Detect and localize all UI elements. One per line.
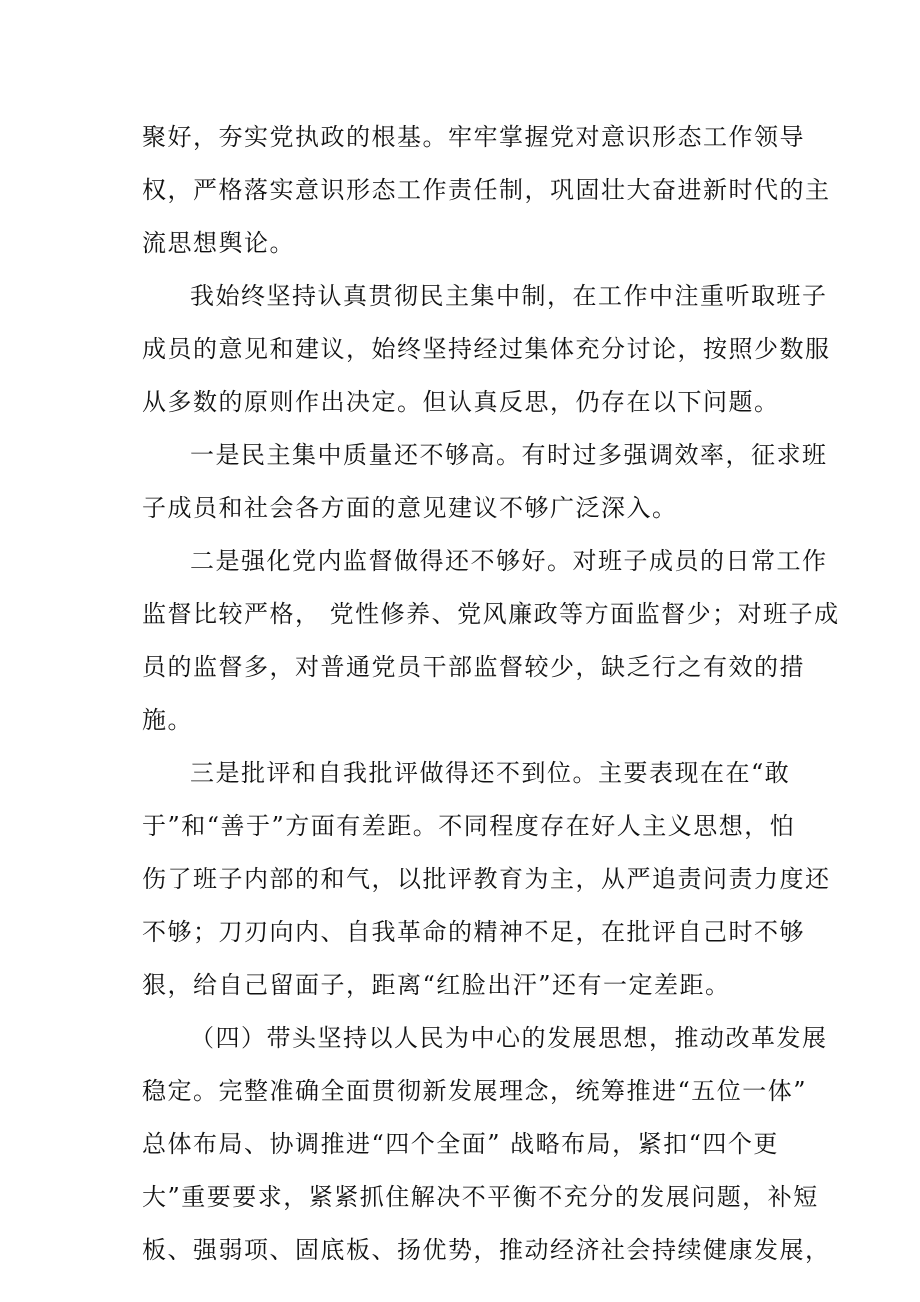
text-line: 从多数的原则作出决定。但认真反思，仍存在以下问题。 bbox=[142, 388, 780, 416]
paragraph-start-line: 一是民主集中质量还不够高。有时过多强调效率，征求班 bbox=[190, 441, 828, 469]
text-line: 于”和“善于”方面有差距。不同程度存在好人主义思想，怕 bbox=[142, 812, 796, 840]
text-line: 权，严格落实意识形态工作责任制，巩固壮大奋进新时代的主 bbox=[142, 176, 831, 204]
text-line: 总体布局、协调推进“四个全面” 战略布局，紧扣“四个更 bbox=[142, 1130, 779, 1158]
text-line: 子成员和社会各方面的意见建议不够广泛深入。 bbox=[142, 494, 678, 522]
paragraph-start-line: 三是批评和自我批评做得还不到位。主要表现在在“敢 bbox=[190, 759, 791, 787]
text-line: 稳定。完整准确全面贯彻新发展理念，统筹推进“五位一体” bbox=[142, 1077, 808, 1105]
text-line-overflow: 板、强弱项、固底板、扬优势，推动经济社会持续健康发展， bbox=[142, 1236, 831, 1264]
text-line: 伤了班子内部的和气，以批评教育为主，从严追责问责力度还 bbox=[142, 865, 831, 893]
paragraph-start-line: 我始终坚持认真贯彻民主集中制，在工作中注重听取班子 bbox=[190, 282, 828, 310]
paragraph-start-line: 二是强化党内监督做得还不够好。对班子成员的日常工作 bbox=[190, 547, 828, 575]
text-line: 流思想舆论。 bbox=[142, 229, 295, 257]
paragraph-start-line: （四）带头坚持以人民为中心的发展思想，推动改革发展 bbox=[190, 1024, 828, 1052]
text-line: 聚好，夯实党执政的根基。牢牢掌握党对意识形态工作领导 bbox=[142, 123, 805, 151]
text-line: 员的监督多，对普通党员干部监督较少，缺乏行之有效的措 bbox=[142, 653, 805, 681]
text-line: 施。 bbox=[142, 706, 193, 734]
text-line: 狠，给自己留面子，距离“红脸出汗”还有一定差距。 bbox=[142, 971, 731, 999]
text-line: 不够；刀刃向内、自我革命的精神不足，在批评自己时不够 bbox=[142, 918, 805, 946]
text-line: 监督比较严格， 党性修养、党风廉政等方面监督少；对班子成 bbox=[142, 600, 840, 628]
text-line: 大”重要要求，紧紧抓住解决不平衡不充分的发展问题，补短 bbox=[142, 1183, 819, 1211]
text-line: 成员的意见和建议，始终坚持经过集体充分讨论，按照少数服 bbox=[142, 335, 831, 363]
